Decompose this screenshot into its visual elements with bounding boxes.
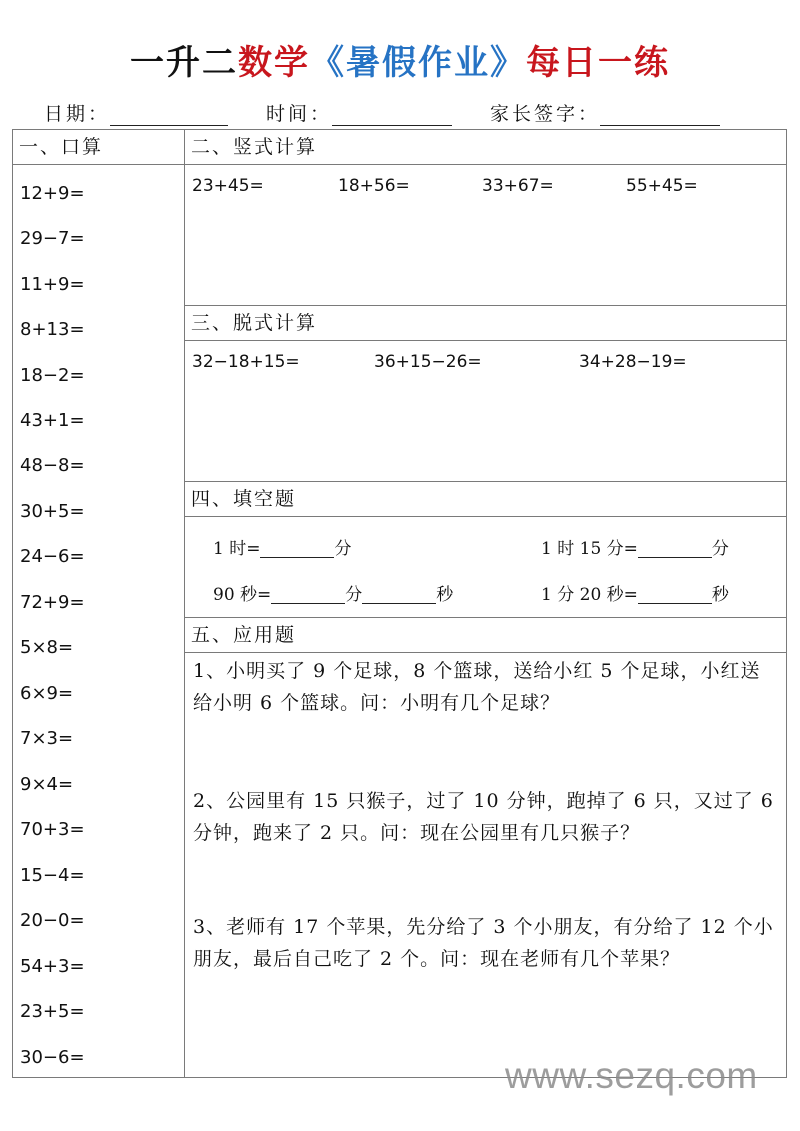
oral-item: 30+5= [20, 501, 85, 522]
section-fill-heading: 四、填空题 [185, 482, 786, 517]
fill-unit: 分 [345, 585, 363, 605]
section-stepwise-heading: 三、脱式计算 [185, 306, 786, 341]
fill-unit: 分 [711, 539, 729, 559]
oral-item: 24−6= [20, 546, 85, 567]
fill-blank[interactable] [638, 583, 712, 604]
section-vertical [185, 130, 786, 306]
word-problem: 3、老师有 17 个苹果，先分给了 3 个小朋友，有分给了 12 个小朋友，最后自己吃了 2 个。问：现在老师有几个苹果？ [193, 916, 774, 970]
oral-item: 8+13= [20, 319, 85, 340]
stepwise-item: 32−18+15= [192, 352, 300, 372]
oral-item: 72+9= [20, 592, 85, 613]
fill-item [541, 537, 729, 561]
oral-item: 11+9= [20, 274, 85, 295]
oral-item: 29−7= [20, 228, 85, 249]
oral-item: 48−8= [20, 455, 85, 476]
fill-prefix: 1 分 20 秒= [541, 585, 638, 605]
fill-item [213, 583, 453, 607]
title-subject: 数学 [238, 43, 310, 83]
fill-item [213, 537, 351, 561]
fill-item [541, 583, 729, 607]
fill-blank[interactable] [362, 583, 436, 604]
watermark: www.sezq.com [505, 1055, 758, 1096]
stepwise-item: 34+28−19= [579, 352, 687, 372]
section-vertical-heading: 二、竖式计算 [185, 130, 786, 165]
oral-item: 7×3= [20, 728, 74, 749]
stepwise-item: 36+15−26= [374, 352, 482, 372]
oral-item: 30−6= [20, 1047, 85, 1068]
signature-label: 家长签字： [490, 103, 601, 125]
oral-item: 20−0= [20, 910, 85, 931]
oral-item: 6×9= [20, 683, 74, 704]
oral-item: 23+5= [20, 1001, 85, 1022]
section-word-heading: 五、应用题 [185, 618, 786, 653]
fill-blank[interactable] [271, 583, 345, 604]
oral-item: 12+9= [20, 183, 85, 204]
fill-blank[interactable] [260, 537, 334, 558]
worksheet-table [12, 129, 787, 1078]
vertical-item: 23+45= [192, 176, 264, 196]
date-label: 日期： [44, 103, 111, 125]
section-word [185, 618, 786, 1077]
section-fill [185, 482, 786, 618]
vertical-item: 18+56= [338, 176, 410, 196]
fill-unit: 秒 [711, 585, 729, 605]
worksheet-title [0, 38, 800, 88]
vertical-item: 55+45= [626, 176, 698, 196]
title-grade: 一升二 [130, 43, 238, 83]
oral-item: 5×8= [20, 637, 74, 658]
oral-item: 70+3= [20, 819, 85, 840]
oral-item: 43+1= [20, 410, 85, 431]
info-line [44, 100, 720, 128]
oral-column [13, 130, 185, 1077]
date-field[interactable] [110, 103, 228, 126]
title-book: 《暑假作业》 [310, 43, 526, 83]
right-column [185, 130, 786, 1077]
title-daily: 每日一练 [526, 43, 670, 83]
fill-prefix: 1 时 15 分= [541, 539, 638, 559]
fill-unit: 秒 [436, 585, 454, 605]
fill-unit: 分 [334, 539, 352, 559]
oral-item: 54+3= [20, 956, 85, 977]
vertical-item: 33+67= [482, 176, 554, 196]
word-problem: 1、小明买了 9 个足球，8 个篮球，送给小红 5 个足球，小红送给小明 6 个篮球。问：小明有几个足球？ [193, 660, 761, 714]
signature-field[interactable] [600, 103, 720, 126]
oral-item: 18−2= [20, 365, 85, 386]
oral-item: 15−4= [20, 865, 85, 886]
oral-item: 9×4= [20, 774, 74, 795]
fill-prefix: 1 时= [213, 539, 261, 559]
section-stepwise [185, 306, 786, 482]
word-problem: 2、公园里有 15 只猴子，过了 10 分钟，跑掉了 6 只，又过了 6 分钟，跑来了 2 只。问：现在公园里有几只猴子？ [193, 790, 774, 844]
section-oral-heading: 一、口算 [13, 130, 184, 165]
fill-blank[interactable] [638, 537, 712, 558]
time-label: 时间： [266, 103, 333, 125]
fill-prefix: 90 秒= [213, 585, 272, 605]
time-field[interactable] [332, 103, 452, 126]
